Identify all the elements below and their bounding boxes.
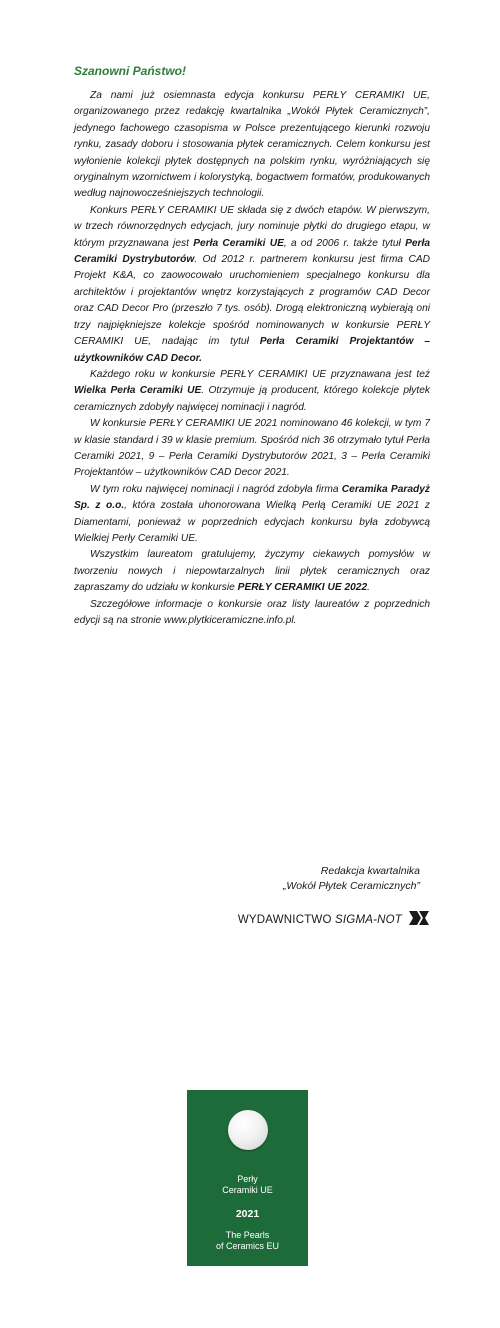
text-run: , która została uhonorowana Wielką Perłą Ceramiki UE 2021 z Diamentami, ponieważ w poprzednich edycjach konkursu była zdobywcą Wielkiej Perły Ceramiki UE. (74, 500, 430, 544)
bold-run: Perła Ceramiki Projektantów – użytkowników CAD Decor. (74, 336, 430, 364)
badge-en-line-2: of Ceramics EU (215, 1241, 279, 1251)
sigma-not-logo-icon (408, 910, 430, 929)
bold-run: Ceramika Paradyż Sp. z o.o. (74, 483, 430, 512)
text-run: . Od 2012 r. partnerem konkursu jest firma CAD Projekt K&A, co zaowocowało uruchomieniem specjalnego konkursu dla architektów i projektantów wnętrz korzystających z programów CAD Decor oraz CAD Decor Pro (przeszło 7 tys. osób). Drogą elektroniczną wybierają oni trzy najpiękniejsze kolekcje spośród nominowanych w konkursie PERŁY CERAMIKI UE, nadając im tytuł (74, 254, 430, 348)
pearls-badge (187, 1090, 308, 1266)
badge-name-pl (187, 1174, 308, 1196)
text-run: Konkurs PERŁY CERAMIKI UE składa się z dwóch etapów. W pierwszym, w trzech równorzędnych edycjach, jury nominuje płytki do drugiego etapu, w którym przyznawana jest (74, 204, 430, 249)
pearl-icon (228, 1110, 268, 1150)
publisher-line (238, 910, 430, 929)
paragraph (74, 203, 430, 367)
paragraph (74, 597, 430, 630)
publisher-text (238, 914, 402, 926)
paragraph (74, 482, 430, 548)
paragraph (74, 416, 430, 482)
publisher-prefix: WYDAWNICTWO (237, 913, 336, 926)
badge-name-en (187, 1230, 308, 1252)
text-run: Szczegółowe informacje o konkursie oraz listy laureatów z poprzednich edycji są na stronie www.plytkiceramiczne.info.pl. (74, 598, 430, 626)
text-run: Każdego roku w konkursie PERŁY CERAMIKI UE przyznawana jest też (90, 368, 430, 380)
signature-line-1: Redakcja kwartalnika (320, 865, 420, 877)
letter-body (74, 88, 430, 629)
paragraph (74, 88, 430, 203)
badge-pl-line-2: Ceramiki UE (222, 1185, 273, 1195)
badge-en-line-1: The Pearls (225, 1230, 270, 1240)
text-run: , a od 2006 r. także tytuł (283, 237, 406, 249)
text-run: Za nami już osiemnasta edycja konkursu PERŁY CERAMIKI UE, organizowanego przez redakcję kwartalnika „Wokół Płytek Ceramicznych”, jedynego fachowego czasopisma w Polsce prezentującego kierunki rozwoju rynku, zasady doboru i stosowania płytek ceramicznych. Celem konkursu jest wyłonienie kolekcji płytek dostępnych na polskim rynku, wyróżniających się oryginalnym wzornictwem i kolorystyką, bogactwem formatów, produkowanych według najnowocześniejszych technologii. (74, 90, 430, 200)
badge-pl-line-1: Perły (237, 1174, 258, 1184)
signature-line-2: „Wokół Płytek Ceramicznych” (282, 880, 420, 892)
text-run: W konkursie PERŁY CERAMIKI UE 2021 nominowano 46 kolekcji, w tym 7 w klasie standard i 39 w klasie premium. Spośród nich 36 otrzymało tytuł Perła Ceramiki 2021, 9 – Perła Ceramiki Dystrybutorów 2021, 3 – Perła Ceramiki Projektantów – użytkowników CAD Decor 2021. (74, 418, 430, 479)
bold-run: Wielka Perła Ceramiki UE (74, 385, 202, 397)
paragraph (74, 367, 430, 416)
bold-run: Perła Ceramiki UE (193, 237, 284, 249)
text-run: . Otrzymuje ją producent, którego kolekcje płytek ceramicznych zdobyły najwięcej nominacji i nagród. (74, 385, 430, 413)
text-run: Wszystkim laureatom gratulujemy, życzymy ciekawych pomysłów w tworzeniu nowych i niepowtarzalnych linii płytek ceramicznych oraz zapraszamy do udziału w konkursie (74, 549, 430, 594)
text-run: . (367, 582, 370, 594)
greeting-heading: Szanowni Państwo! (74, 64, 187, 78)
badge-year: 2021 (235, 1208, 260, 1220)
text-run: W tym roku najwięcej nominacji i nagród zdobyła firma (90, 483, 342, 495)
paragraph (74, 547, 430, 596)
signature-block (283, 864, 420, 894)
bold-run: Perła Ceramiki Dystrybutorów (74, 237, 430, 266)
bold-run: PERŁY CERAMIKI UE 2022 (237, 582, 368, 594)
publisher-name: SIGMA-NOT (335, 913, 402, 926)
